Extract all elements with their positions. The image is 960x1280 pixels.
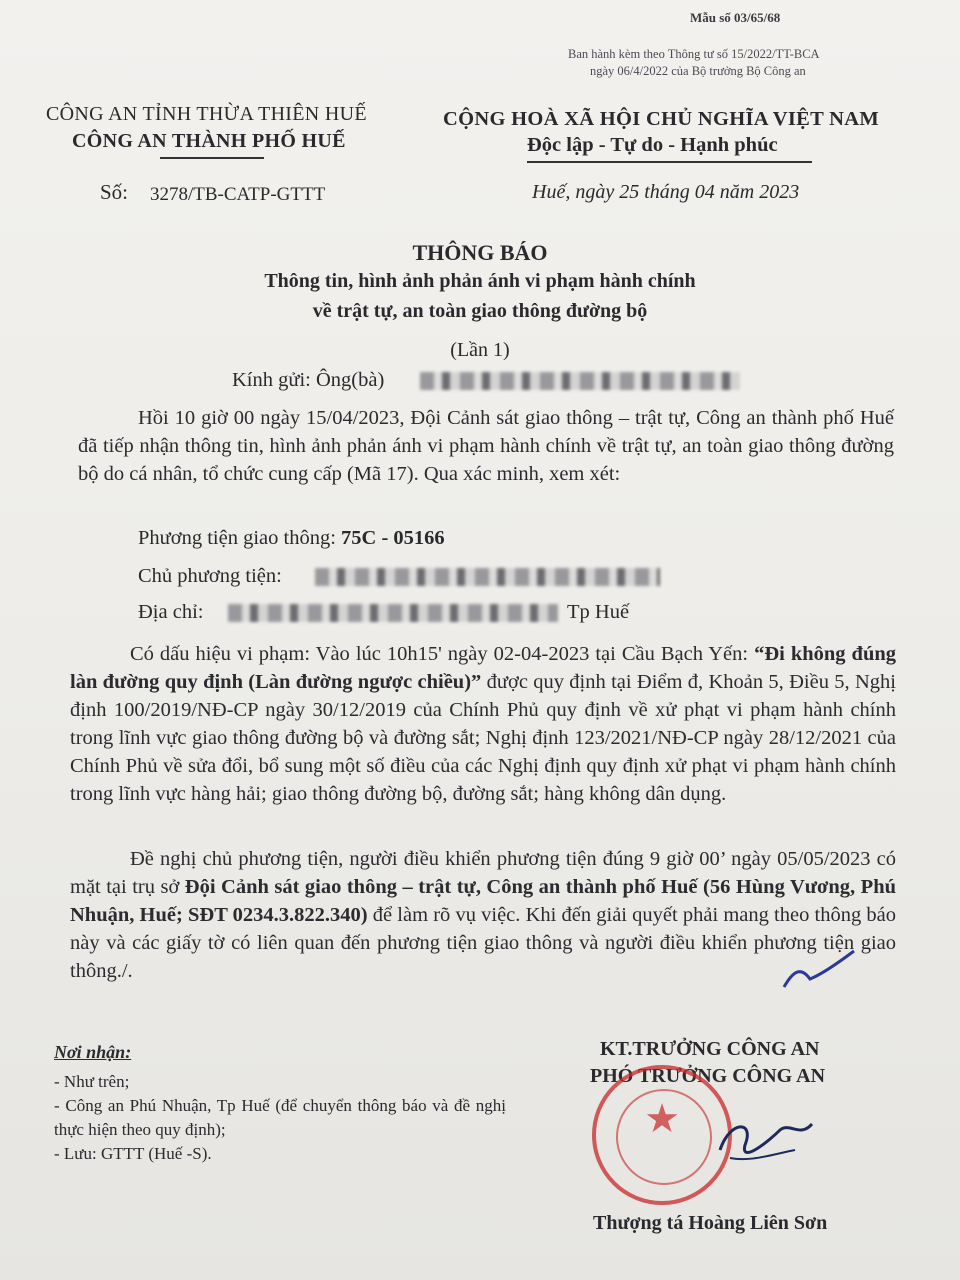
owner-label: Chủ phương tiện: — [138, 565, 282, 587]
address-city: Tp Huế — [567, 601, 630, 623]
signer-name: Thượng tá Hoàng Liên Sơn — [593, 1212, 828, 1234]
document-number-label: Số: — [100, 180, 129, 204]
agency-province: CÔNG AN TỈNH THỪA THIÊN HUẾ — [46, 103, 367, 125]
vehicle-row — [138, 527, 445, 550]
form-number: Mẫu số 03/65/68 — [690, 10, 781, 25]
address-redacted — [228, 604, 558, 622]
recipient-item: - Lưu: GTTT (Huế -S). — [54, 1144, 212, 1163]
recipient-item: - Công an Phú Nhuận, Tp Huế (để chuyển thông báo và đề nghị thực hiện theo quy định); — [54, 1096, 506, 1139]
request-location: Đội Cảnh sát giao thông – trật tự, Công an thành phố Huế (56 Hùng Vương, Phú Nhuận, Huế; SĐT 0234.3.822.340) — [70, 876, 896, 926]
recipients-list — [54, 1070, 506, 1166]
vehicle-label: Phương tiện giao thông: — [138, 527, 336, 549]
national-motto: Độc lập - Tự do - Hạnh phúc — [527, 134, 778, 156]
document-date: Huế, ngày 25 tháng 04 năm 2023 — [532, 181, 800, 203]
recipient-name-redacted — [420, 372, 740, 390]
signature-scribble-icon — [700, 1110, 820, 1180]
form-issued-line-1: Ban hành kèm theo Thông tư số 15/2022/TT-BCA — [568, 47, 820, 61]
request-text-1: Đề nghị chủ phương tiện, người điều khiển phương tiện đúng 9 giờ 00’ ngày 05/05/2023 có mặt tại trụ sở — [70, 848, 896, 898]
vehicle-plate: 75C - 05166 — [341, 527, 445, 549]
document-title: THÔNG BÁO — [412, 240, 548, 265]
intro-paragraph — [78, 404, 894, 488]
violation-lead: Có dấu hiệu vi phạm: Vào lúc 10h15' ngày 02-04-2023 tại Cầu Bạch Yến: — [130, 643, 749, 665]
request-text-2: để làm rõ vụ việc. Khi đến giải quyết phải mang theo thông báo này và các giấy tờ có liên quan đến phương tiện giao thông và người điều khiển phương tiện giao thông./. — [70, 904, 896, 982]
document-subtitle-2: về trật tự, an toàn giao thông đường bộ — [312, 300, 648, 322]
document-number: 3278/TB-CATP-GTTT — [150, 184, 326, 205]
recipient-label: Kính gửi: Ông(bà) — [232, 369, 385, 391]
address-label: Địa chỉ: — [138, 601, 204, 623]
document-subtitle-1: Thông tin, hình ảnh phản ánh vi phạm hành chính — [264, 270, 696, 292]
violation-title: “Đi không đúng làn đường quy định (Làn đường ngược chiều)” — [70, 643, 896, 693]
intro-text: Hồi 10 giờ 00 ngày 15/04/2023, Đội Cảnh sát giao thông – trật tự, Công an thành phố Huế đã tiếp nhận thông tin, hình ảnh phản ánh vi phạm hành chính về trật tự, an toàn giao thông đường bộ do cá nhân, tổ chức cung cấp (Mã 17). Qua xác minh, xem xét: — [78, 407, 894, 485]
recipients-heading: Nơi nhận: — [54, 1042, 132, 1062]
signature-title-1: KT.TRƯỞNG CÔNG AN — [600, 1038, 820, 1060]
violation-legal-basis: được quy định tại Điểm đ, Khoản 5, Điều 5, Nghị định 100/2019/NĐ-CP ngày 30/12/2019 của Chính Phủ quy định về xử phạt vi phạm hành chính trong lĩnh vực giao thông đường bộ và đường sắt; Nghị định 123/2021/NĐ-CP ngày 28/12/2021 của Chính Phủ về sửa đổi, bổ sung một số điều của các Nghị định quy định xử phạt vi phạm hành chính trong lĩnh vực hàng hải; giao thông đường bộ, đường sắt; hàng không dân dụng. — [70, 671, 896, 805]
agency-city: CÔNG AN THÀNH PHỐ HUẾ — [72, 130, 346, 152]
star-icon: ★ — [644, 1096, 680, 1141]
form-issued-line-2: ngày 06/4/2022 của Bộ trưởng Bộ Công an — [590, 64, 806, 78]
recipient-item: - Như trên; — [54, 1072, 130, 1091]
notice-round: (Lần 1) — [450, 339, 510, 361]
initial-mark-icon — [770, 945, 860, 995]
signature-title-2: PHÓ TRƯỞNG CÔNG AN — [590, 1065, 826, 1087]
national-title: CỘNG HOÀ XÃ HỘI CHỦ NGHĨA VIỆT NAM — [443, 108, 879, 130]
agency-underline — [160, 157, 264, 159]
violation-paragraph — [70, 640, 896, 808]
motto-underline — [527, 161, 812, 163]
owner-name-redacted — [315, 568, 660, 586]
